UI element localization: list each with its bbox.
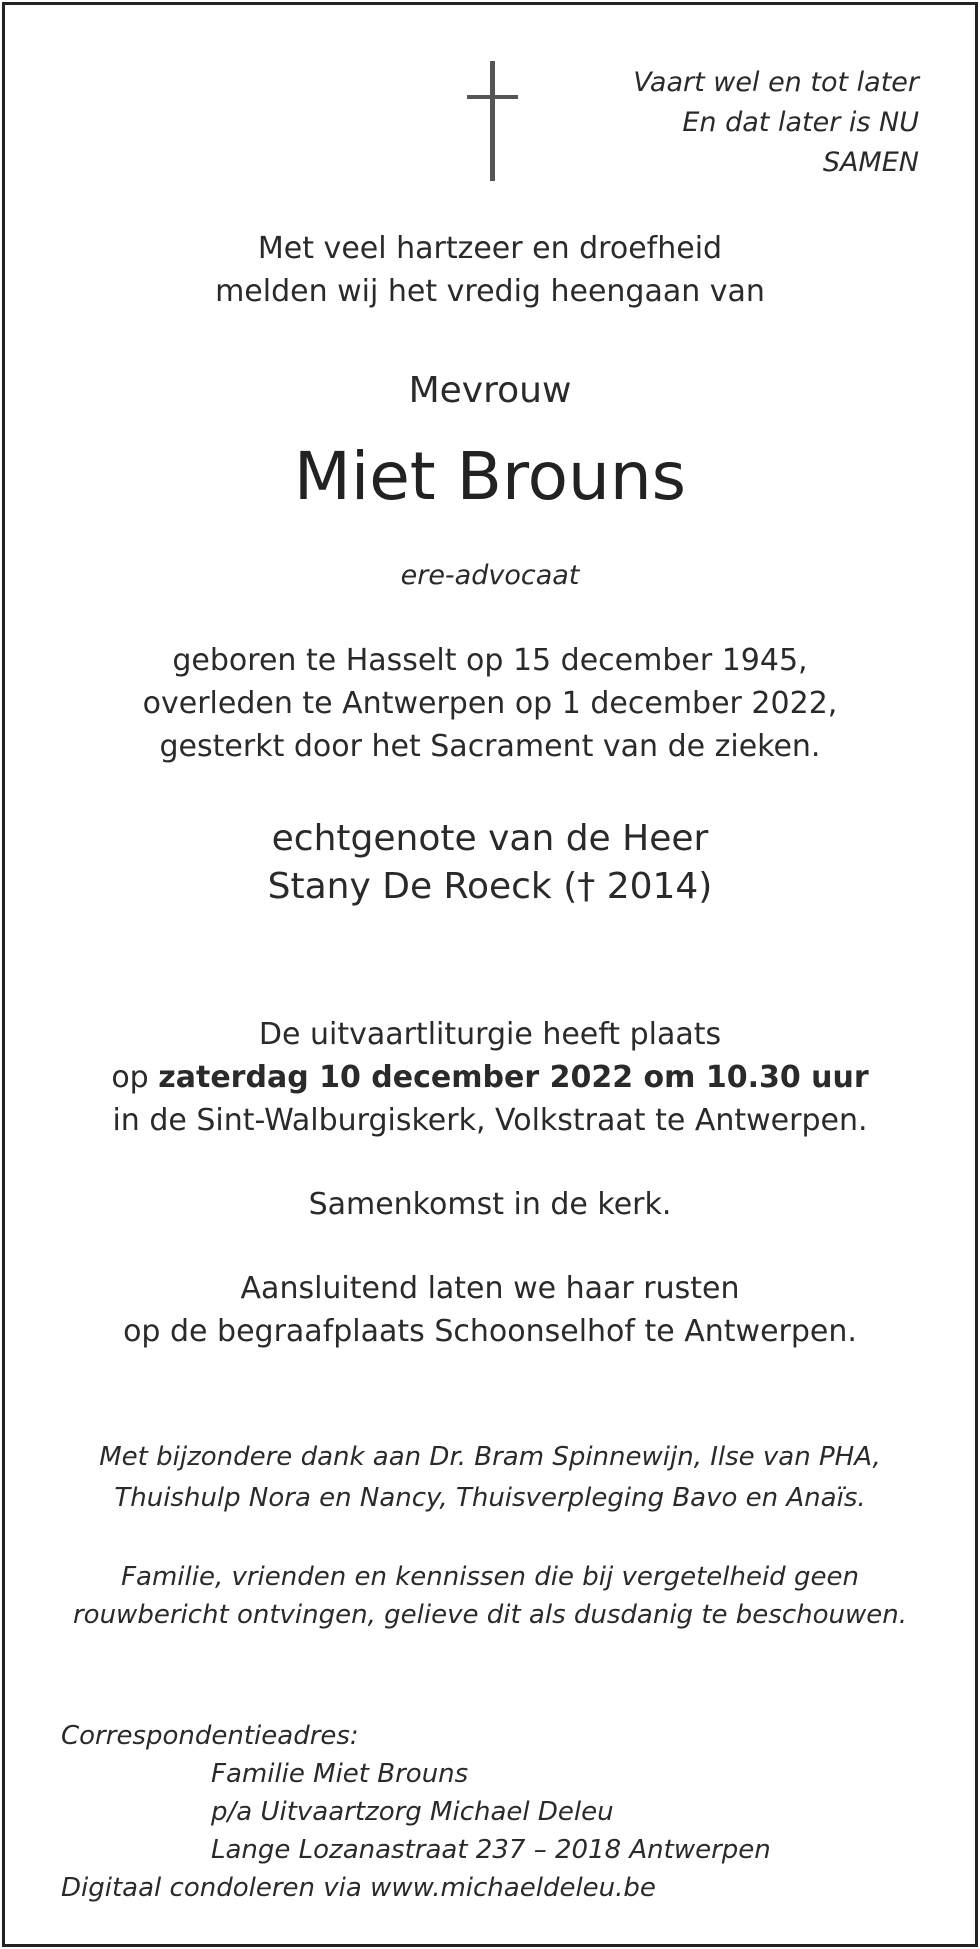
- obituary-card: [2, 2, 978, 1947]
- address-line: p/a Uitvaartzorg Michael Deleu: [211, 1797, 614, 1827]
- correspondence-label: Correspondentieadres:: [61, 1721, 359, 1751]
- dates-line: gesterkt door het Sacrament van de zieken.: [159, 729, 821, 764]
- intro-line: melden wij het vredig heengaan van: [215, 274, 765, 309]
- dates-line: overleden te Antwerpen op 1 december 2022,: [142, 686, 838, 721]
- spouse-line: echtgenote van de Heer: [271, 818, 709, 859]
- thanks-line: Met bijzondere dank aan Dr. Bram Spinnewijn, Ilse van PHA,: [99, 1442, 881, 1472]
- motto-line: En dat later is NU: [682, 107, 919, 138]
- ceremony-location: in de Sint-Walburgiskerk, Volkstraat te Antwerpen.: [112, 1103, 868, 1138]
- spouse-line: Stany De Roeck († 2014): [267, 866, 713, 907]
- motto-line: SAMEN: [822, 147, 919, 178]
- motto-line: Vaart wel en tot later: [633, 67, 919, 98]
- thanks-note: [5, 1437, 975, 1519]
- dates-line: geboren te Hasselt op 15 december 1945,: [172, 643, 808, 678]
- family-note: [5, 1558, 975, 1634]
- spouse-info: [5, 815, 975, 911]
- burial-info: [5, 1267, 975, 1353]
- deceased-name: Miet Brouns: [293, 438, 687, 515]
- family-note-line: Familie, vrienden en kennissen die bij vergetelheid geen: [121, 1562, 859, 1592]
- burial-line: op de begraafplaats Schoonselhof te Antwerpen.: [123, 1314, 857, 1349]
- intro-line: Met veel hartzeer en droefheid: [257, 231, 723, 266]
- gathering-note: Samenkomst in de kerk.: [308, 1187, 672, 1222]
- address-line: Lange Lozanastraat 237 – 2018 Antwerpen: [211, 1835, 771, 1865]
- ceremony-line: De uitvaartliturgie heeft plaats: [258, 1017, 722, 1052]
- condolence-link[interactable]: Digitaal condoleren via www.michaeldeleu.be: [61, 1873, 656, 1903]
- ceremony-info: [5, 1013, 975, 1142]
- thanks-line: Thuishulp Nora en Nancy, Thuisverpleging Bavo en Anaïs.: [114, 1483, 866, 1513]
- ceremony-datetime-line: [5, 1056, 975, 1099]
- burial-line: Aansluitend laten we haar rusten: [240, 1271, 740, 1306]
- motto: [633, 63, 919, 183]
- birth-death-dates: [5, 639, 975, 768]
- profession: ere-advocaat: [400, 560, 580, 591]
- title-prefix: Mevrouw: [408, 370, 572, 411]
- address-line: Familie Miet Brouns: [211, 1759, 469, 1789]
- correspondence-address: [61, 1717, 771, 1907]
- ceremony-datetime: zaterdag 10 december 2022 om 10.30 uur: [158, 1060, 869, 1095]
- family-note-line: rouwbericht ontvingen, gelieve dit als dusdanig te beschouwen.: [72, 1600, 907, 1630]
- ceremony-prefix: op: [111, 1060, 149, 1095]
- intro-text: [5, 227, 975, 313]
